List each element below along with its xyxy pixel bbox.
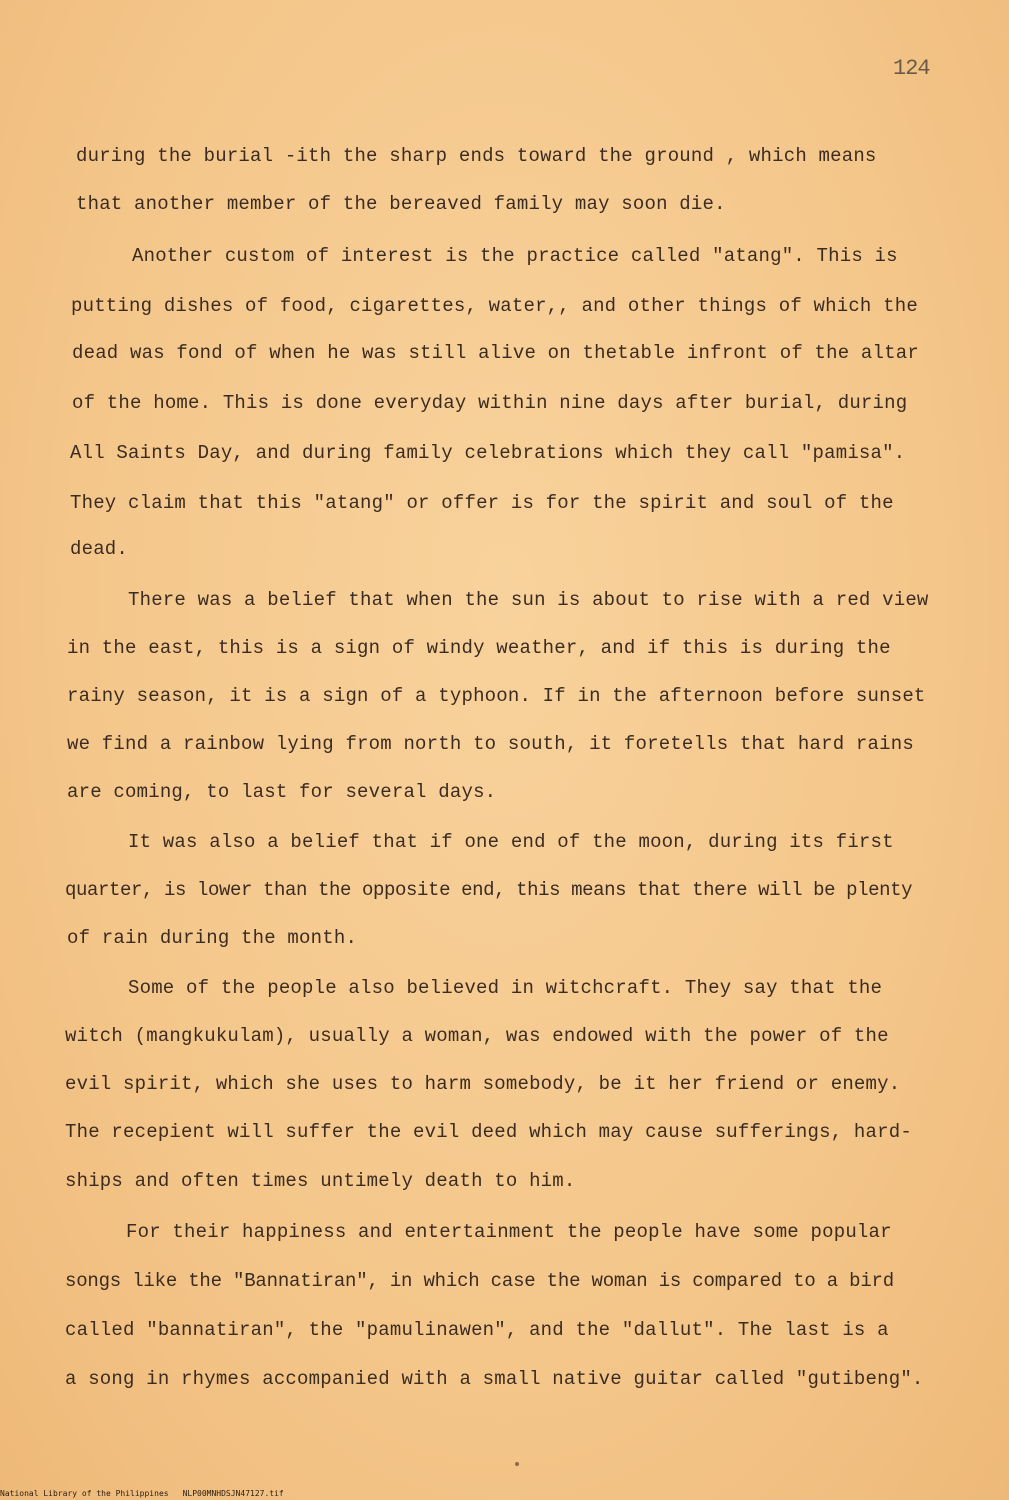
ink-dot: [515, 1462, 519, 1466]
text-line: Another custom of interest is the practice called "atang". This is: [132, 245, 898, 267]
footer-file: NLP00MNHDSJN47127.tif: [182, 1489, 284, 1498]
text-line: It was also a belief that if one end of the moon, during its first: [128, 831, 894, 853]
text-line: of rain during the month.: [67, 927, 358, 949]
scan-footer: [0, 1489, 298, 1498]
text-line: The recepient will suffer the evil deed which may cause sufferings, hard-: [65, 1121, 912, 1143]
text-line: They claim that this "atang" or offer is for the spirit and soul of the: [70, 492, 894, 514]
text-line: a song in rhymes accompanied with a small native guitar called "gutibeng".: [65, 1368, 924, 1390]
text-line: we find a rainbow lying from north to south, it foretells that hard rains: [67, 733, 914, 755]
text-line: are coming, to last for several days.: [67, 781, 497, 803]
text-line: All Saints Day, and during family celebrations which they call "pamisa".: [70, 442, 906, 464]
page-number: 124: [893, 56, 930, 81]
text-line: that another member of the bereaved family may soon die.: [76, 193, 726, 215]
text-line: evil spirit, which she uses to harm somebody, be it her friend or enemy.: [65, 1073, 901, 1095]
footer-library: National Library of the Philippines: [0, 1489, 169, 1498]
text-line: during the burial -ith the sharp ends toward the ground , which means: [76, 145, 877, 167]
text-line: dead was fond of when he was still alive on thetable infront of the altar: [72, 342, 919, 364]
text-line: of the home. This is done everyday within nine days after burial, during: [72, 392, 908, 414]
text-line: For their happiness and entertainment the people have some popular: [126, 1221, 892, 1243]
text-line: Some of the people also believed in witchcraft. They say that the: [128, 977, 883, 999]
text-line: rainy season, it is a sign of a typhoon. If in the afternoon before sunset: [67, 685, 926, 707]
text-line: witch (mangkukulam), usually a woman, was endowed with the power of the: [65, 1025, 889, 1047]
text-line: putting dishes of food, cigarettes, water,, and other things of which the: [71, 295, 918, 317]
text-line: There was a belief that when the sun is about to rise with a red view: [128, 589, 929, 611]
text-line: songs like the "Bannatiran", in which case the woman is compared to a bird: [65, 1270, 894, 1292]
text-line: dead.: [70, 538, 129, 560]
text-line: quarter, is lower than the opposite end, this means that there will be plenty: [65, 879, 913, 901]
text-line: in the east, this is a sign of windy weather, and if this is during the: [67, 637, 891, 659]
text-line: called "bannatiran", the "pamulinawen", and the "dallut". The last is a: [65, 1319, 889, 1341]
text-line: ships and often times untimely death to him.: [65, 1170, 576, 1192]
